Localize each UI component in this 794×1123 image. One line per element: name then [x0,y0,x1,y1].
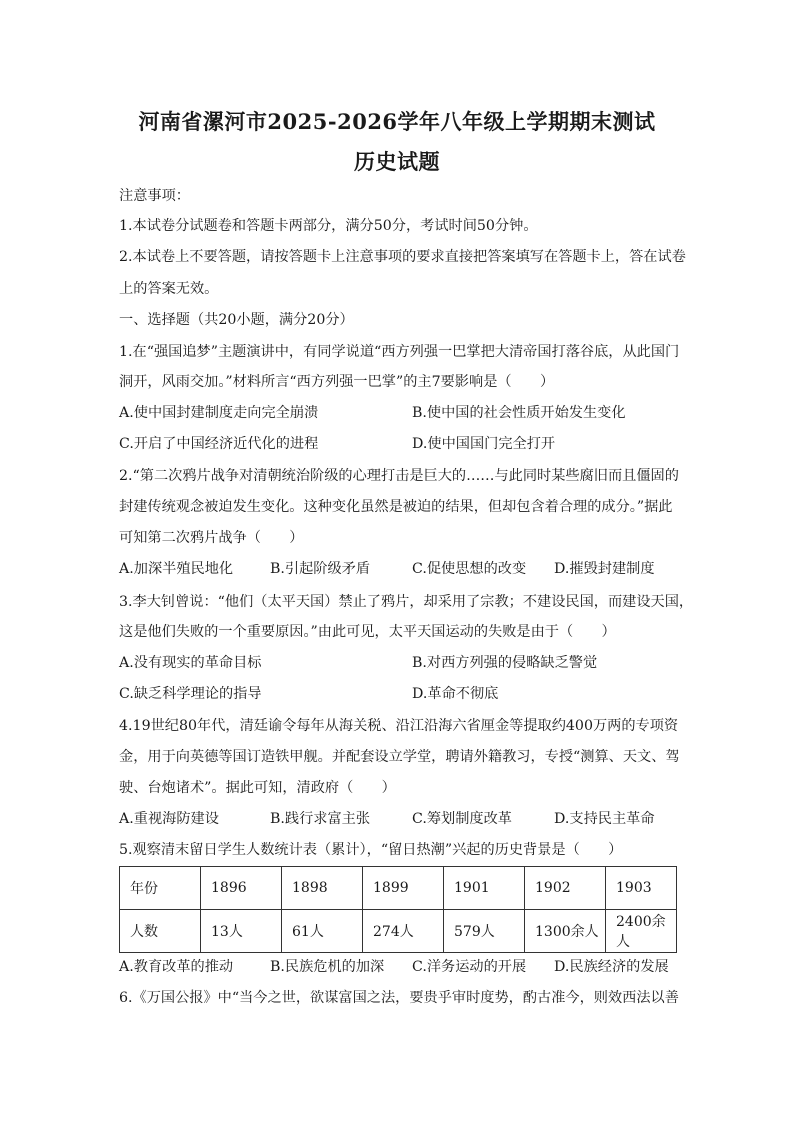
table-cell: 1903 [606,867,677,910]
question-1-option-b: B.使中国的社会性质开始发生变化 [412,405,626,421]
question-2-option-b: B.引起阶级矛盾 [270,561,371,577]
table-cell: 13人 [201,910,282,953]
question-3-option-a: A.没有现实的革命目标 [119,655,262,671]
question-5-option-a: A.教育改革的推动 [119,959,234,975]
question-1-option-c: C.开启了中国经济近代化的进程 [119,436,319,452]
question-1-line-1: 1.在“强国追梦”主题演讲中，有同学说道“西方列强一巴掌把大清帝国打落谷底，从此国门 [119,344,680,360]
question-2-option-d: D.摧毁封建制度 [554,561,655,577]
question-4-line-3: 驶、台炮诸术”。据此可知，清政府（ ） [119,780,396,796]
section-heading: 一、选择题（共20小题，满分20分） [119,312,354,328]
table-cell: 1896 [201,867,282,910]
table-cell: 1901 [444,867,525,910]
table-row [120,910,677,953]
study-abroad-stats-table [119,866,677,953]
question-2-line-3: 可知第二次鸦片战争（ ） [119,530,304,546]
question-2-option-c: C.促使思想的改变 [412,561,527,577]
question-4-line-2: 金，用于向英德等国订造铁甲舰。并配套设立学堂，聘请外籍教习，专授“测算、天文、驾 [119,749,680,765]
question-3-option-c: C.缺乏科学理论的指导 [119,686,262,702]
question-4-option-a: A.重视海防建设 [119,811,219,827]
question-5-option-c: C.洋务运动的开展 [412,959,527,975]
table-cell: 274人 [363,910,444,953]
question-2-line-2: 封建传统观念被迫发生变化。这种变化虽然是被迫的结果，但却包含着合理的成分。”据此 [119,499,673,515]
exam-title: 河南省漯河市2025-2026学年八年级上学期期末测试 [138,109,656,134]
table-cell: 1300余人 [525,910,606,953]
table-cell: 579人 [444,910,525,953]
question-5-line-1: 5.观察清末留日学生人数统计表（累计），“留日热潮”兴起的历史背景是（ ） [119,842,623,858]
question-5-option-b: B.民族危机的加深 [270,959,385,975]
question-3-line-1: 3.李大钊曾说：“他们（太平天国）禁止了鸦片，却采用了宗教；不建设民国，而建设天国， [119,594,694,610]
notice-heading: 注意事项： [119,188,190,204]
table-cell: 1899 [363,867,444,910]
notice-item-1: 1.本试卷分试题卷和答题卡两部分，满分50分，考试时间50分钟。 [119,218,538,234]
question-1-option-a: A.使中国封建制度走向完全崩溃 [119,405,319,421]
table-cell: 年份 [120,867,201,910]
notice-item-2-line-1: 2.本试卷上不要答题，请按答题卡上注意事项的要求直接把答案填写在答题卡上，答在试卷 [119,249,686,265]
question-1-line-2: 洞开，风雨交加。”材料所言“西方列强一巴掌”的主7要影响是（ ） [119,374,555,390]
question-4-option-d: D.支持民主革命 [554,811,655,827]
table-cell: 1898 [282,867,363,910]
table-cell: 1902 [525,867,606,910]
table-cell: 2400余人 [606,910,677,953]
table-cell: 人数 [120,910,201,953]
question-5-option-d: D.民族经济的发展 [554,959,669,975]
question-3-line-2: 这是他们失败的一个重要原因。”由此可见，太平天国运动的失败是由于（ ） [119,624,616,640]
question-3-option-d: D.革命不彻底 [412,686,499,702]
question-2-option-a: A.加深半殖民地化 [119,561,234,577]
question-4-line-1: 4.19世纪80年代，清廷谕令每年从海关税、沿江沿海六省厘金等提取约400万两的专项资 [119,718,679,734]
exam-subtitle: 历史试题 [354,149,440,174]
table-cell: 61人 [282,910,363,953]
question-1-option-d: D.使中国国门完全打开 [412,436,556,452]
table-row [120,867,677,910]
question-6-line-1: 6.《万国公报》中“当今之世，欲谋富国之法，要贵乎审时度势，酌古准今，则效西法以善 [119,990,679,1006]
question-2-line-1: 2.“第二次鸦片战争对清朝统治阶级的心理打击是巨大的……与此同时某些腐旧而且僵固的 [119,468,679,484]
question-4-option-b: B.践行求富主张 [270,811,371,827]
notice-item-2-line-2: 上的答案无效。 [119,281,219,297]
question-3-option-b: B.对西方列强的侵略缺乏警觉 [412,655,598,671]
question-4-option-c: C.筹划制度改革 [412,811,512,827]
